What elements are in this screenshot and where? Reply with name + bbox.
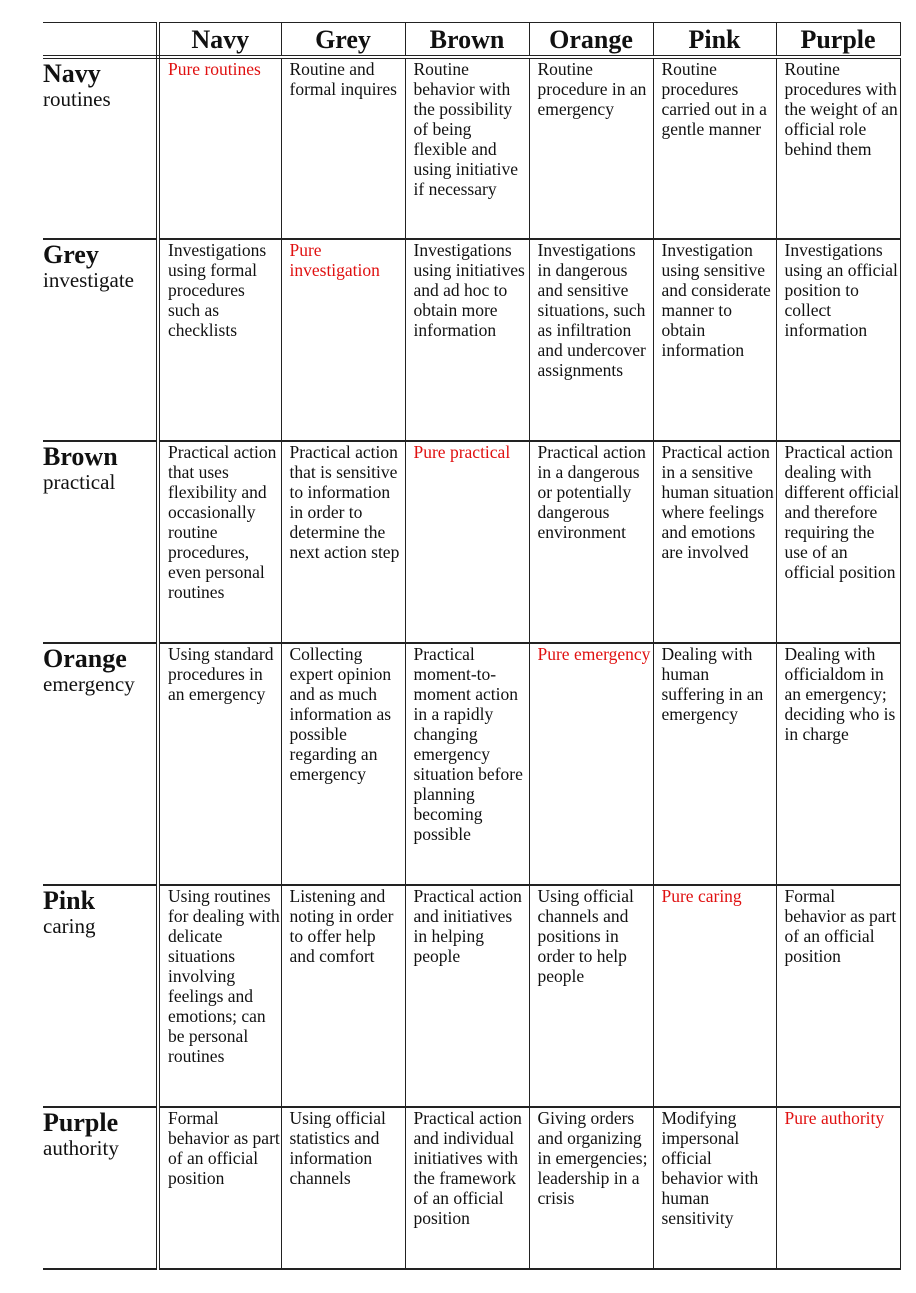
table-cell: Pure caring (653, 885, 776, 1107)
table-cell: Listening and noting in order to offer help and comfort (281, 885, 405, 1107)
row-subtitle: routines (43, 87, 111, 111)
row-subtitle: emergency (43, 672, 135, 696)
table-row-brown (43, 441, 900, 643)
table-cell: Formal behavior as part of an official position (776, 885, 900, 1107)
row-header-purple (43, 1107, 158, 1269)
table-row-navy (43, 57, 900, 239)
row-header-orange (43, 643, 158, 885)
row-title: Orange (43, 644, 127, 673)
table-cell: Practical action and initiatives in helping people (405, 885, 529, 1107)
col-header-brown: Brown (405, 23, 529, 58)
row-title: Grey (43, 240, 99, 269)
document-page (43, 22, 900, 1270)
table-row-pink (43, 885, 900, 1107)
table-cell: Routine procedures carried out in a gentle manner (653, 57, 776, 239)
table-cell: Pure practical (405, 441, 529, 643)
table-cell: Using routines for dealing with delicate situations involving feelings and emotions; can be personal routines (158, 885, 281, 1107)
table-cell: Routine procedures with the weight of an official role behind them (776, 57, 900, 239)
table-cell: Practical action dealing with different official and therefore requiring the use of an official position (776, 441, 900, 643)
row-subtitle: practical (43, 470, 116, 494)
table-row-grey (43, 239, 900, 441)
row-header-grey (43, 239, 158, 441)
table-row-purple (43, 1107, 900, 1269)
color-matrix-table (43, 22, 901, 1270)
row-subtitle: authority (43, 1136, 119, 1160)
table-cell: Pure routines (158, 57, 281, 239)
table-cell: Investigations in dangerous and sensitive situations, such as infiltration and undercover assignments (529, 239, 653, 441)
table-cell: Formal behavior as part of an official position (158, 1107, 281, 1269)
table-cell: Practical action that uses flexibility and occasionally routine procedures, even personal routines (158, 441, 281, 643)
table-cell: Collecting expert opinion and as much information as possible regarding an emergency (281, 643, 405, 885)
header-row (43, 23, 900, 58)
col-header-navy: Navy (158, 23, 281, 58)
table-cell: Practical action in a dangerous or potentially dangerous environment (529, 441, 653, 643)
table-cell: Dealing with human suffering in an emergency (653, 643, 776, 885)
row-title: Brown (43, 442, 118, 471)
table-cell: Investigations using initiatives and ad hoc to obtain more information (405, 239, 529, 441)
table-cell: Practical moment-to-moment action in a rapidly changing emergency situation before planning becoming possible (405, 643, 529, 885)
table-cell: Using standard procedures in an emergency (158, 643, 281, 885)
row-title: Purple (43, 1108, 119, 1137)
row-title: Pink (43, 886, 96, 915)
row-header-brown (43, 441, 158, 643)
table-cell: Dealing with officialdom in an emergency; deciding who is in charge (776, 643, 900, 885)
table-row-orange (43, 643, 900, 885)
table-cell: Routine and formal inquires (281, 57, 405, 239)
table-cell: Practical action and individual initiatives with the framework of an official position (405, 1107, 529, 1269)
table-cell: Pure emergency (529, 643, 653, 885)
table-cell: Routine procedure in an emergency (529, 57, 653, 239)
row-title: Navy (43, 59, 101, 88)
col-header-grey: Grey (281, 23, 405, 58)
row-header-pink (43, 885, 158, 1107)
table-cell: Investigation using sensitive and considerate manner to obtain information (653, 239, 776, 441)
row-subtitle: investigate (43, 268, 134, 292)
table-cell: Investigations using formal procedures such as checklists (158, 239, 281, 441)
col-header-orange: Orange (529, 23, 653, 58)
table-cell: Routine behavior with the possibility of being flexible and using initiative if necessary (405, 57, 529, 239)
table-cell: Using official channels and positions in order to help people (529, 885, 653, 1107)
table-cell: Pure authority (776, 1107, 900, 1269)
col-header-pink: Pink (653, 23, 776, 58)
table-cell: Practical action that is sensitive to information in order to determine the next action step (281, 441, 405, 643)
table-cell: Modifying impersonal official behavior with human sensitivity (653, 1107, 776, 1269)
row-subtitle: caring (43, 914, 96, 938)
corner-cell (43, 23, 158, 58)
table-cell: Giving orders and organizing in emergencies; leadership in a crisis (529, 1107, 653, 1269)
col-header-purple: Purple (776, 23, 900, 58)
table-cell: Pure investigation (281, 239, 405, 441)
row-header-navy (43, 57, 158, 239)
table-cell: Investigations using an official position to collect information (776, 239, 900, 441)
table-cell: Practical action in a sensitive human situation where feelings and emotions are involved (653, 441, 776, 643)
table-cell: Using official statistics and information channels (281, 1107, 405, 1269)
